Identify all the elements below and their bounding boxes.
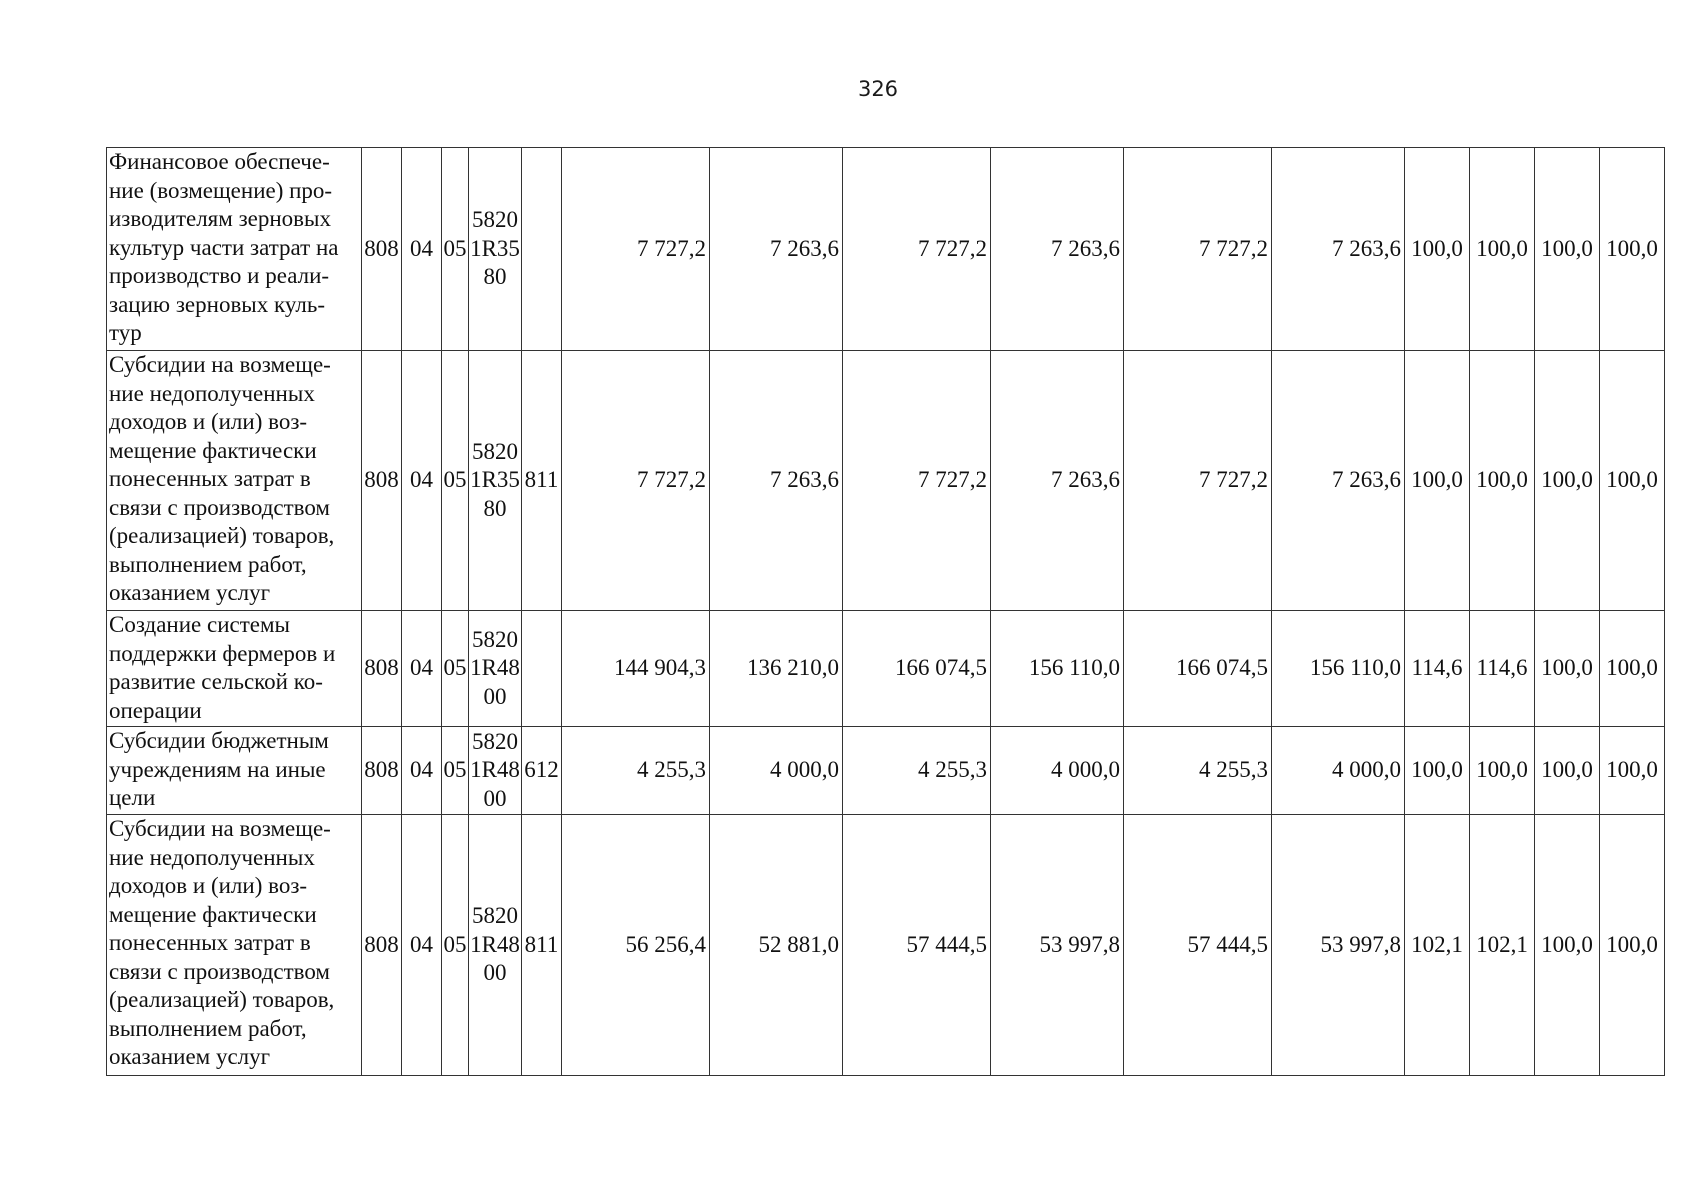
vr-cell: 811 xyxy=(522,815,562,1076)
amount-cell-5: 7 727,2 xyxy=(1124,148,1272,351)
percent-cell-1: 102,1 xyxy=(1405,815,1470,1076)
rz-cell: 04 xyxy=(402,815,442,1076)
csr-cell: 5820 1R48 00 xyxy=(469,611,522,727)
amount-cell-6: 156 110,0 xyxy=(1272,611,1405,727)
budget-table xyxy=(106,147,1665,1076)
amount-cell-3: 7 727,2 xyxy=(843,148,991,351)
pr-cell: 05 xyxy=(442,351,469,611)
row-name-cell: Субсидии бюджетным учреждениям на иные цели xyxy=(107,727,362,815)
amount-cell-2: 136 210,0 xyxy=(710,611,843,727)
pr-cell: 05 xyxy=(442,727,469,815)
row-name-cell: Финансовое обеспече- ние (возмещение) про- изводителям зерновых культур части затрат на производство и реали- зацию зерновых куль- тур xyxy=(107,148,362,351)
amount-cell-5: 7 727,2 xyxy=(1124,351,1272,611)
percent-cell-3: 100,0 xyxy=(1535,351,1600,611)
amount-cell-1: 4 255,3 xyxy=(562,727,710,815)
percent-cell-4: 100,0 xyxy=(1600,727,1665,815)
pr-cell: 05 xyxy=(442,815,469,1076)
amount-cell-3: 57 444,5 xyxy=(843,815,991,1076)
percent-cell-2: 114,6 xyxy=(1470,611,1535,727)
percent-cell-4: 100,0 xyxy=(1600,611,1665,727)
amount-cell-1: 7 727,2 xyxy=(562,351,710,611)
amount-cell-1: 7 727,2 xyxy=(562,148,710,351)
amount-cell-6: 4 000,0 xyxy=(1272,727,1405,815)
percent-cell-1: 100,0 xyxy=(1405,727,1470,815)
vr-cell: 612 xyxy=(522,727,562,815)
amount-cell-2: 52 881,0 xyxy=(710,815,843,1076)
rz-cell: 04 xyxy=(402,148,442,351)
amount-cell-5: 57 444,5 xyxy=(1124,815,1272,1076)
table-row xyxy=(107,815,1665,1076)
percent-cell-1: 114,6 xyxy=(1405,611,1470,727)
table-row xyxy=(107,727,1665,815)
amount-cell-2: 4 000,0 xyxy=(710,727,843,815)
percent-cell-3: 100,0 xyxy=(1535,815,1600,1076)
percent-cell-2: 100,0 xyxy=(1470,351,1535,611)
amount-cell-1: 144 904,3 xyxy=(562,611,710,727)
amount-cell-5: 4 255,3 xyxy=(1124,727,1272,815)
percent-cell-4: 100,0 xyxy=(1600,351,1665,611)
grbs-cell: 808 xyxy=(362,815,402,1076)
percent-cell-3: 100,0 xyxy=(1535,611,1600,727)
grbs-cell: 808 xyxy=(362,148,402,351)
percent-cell-2: 100,0 xyxy=(1470,148,1535,351)
rz-cell: 04 xyxy=(402,351,442,611)
pr-cell: 05 xyxy=(442,148,469,351)
percent-cell-4: 100,0 xyxy=(1600,815,1665,1076)
percent-cell-3: 100,0 xyxy=(1535,148,1600,351)
row-name-cell: Субсидии на возмеще- ние недополученных доходов и (или) воз- мещение фактически понесенных затрат в связи с производством (реализацией) товаров, выполнением работ, оказанием услуг xyxy=(107,815,362,1076)
amount-cell-5: 166 074,5 xyxy=(1124,611,1272,727)
amount-cell-3: 7 727,2 xyxy=(843,351,991,611)
csr-cell: 5820 1R48 00 xyxy=(469,815,522,1076)
amount-cell-2: 7 263,6 xyxy=(710,148,843,351)
amount-cell-6: 53 997,8 xyxy=(1272,815,1405,1076)
amount-cell-1: 56 256,4 xyxy=(562,815,710,1076)
rz-cell: 04 xyxy=(402,727,442,815)
table-row xyxy=(107,351,1665,611)
vr-cell: 811 xyxy=(522,351,562,611)
csr-cell: 5820 1R35 80 xyxy=(469,148,522,351)
rz-cell: 04 xyxy=(402,611,442,727)
amount-cell-4: 7 263,6 xyxy=(991,148,1124,351)
amount-cell-6: 7 263,6 xyxy=(1272,351,1405,611)
percent-cell-4: 100,0 xyxy=(1600,148,1665,351)
csr-cell: 5820 1R35 80 xyxy=(469,351,522,611)
amount-cell-4: 53 997,8 xyxy=(991,815,1124,1076)
table-row xyxy=(107,148,1665,351)
row-name-cell: Создание системы поддержки фермеров и развитие сельской ко- операции xyxy=(107,611,362,727)
amount-cell-3: 4 255,3 xyxy=(843,727,991,815)
percent-cell-2: 102,1 xyxy=(1470,815,1535,1076)
amount-cell-4: 4 000,0 xyxy=(991,727,1124,815)
percent-cell-1: 100,0 xyxy=(1405,148,1470,351)
amount-cell-4: 156 110,0 xyxy=(991,611,1124,727)
csr-cell: 5820 1R48 00 xyxy=(469,727,522,815)
percent-cell-2: 100,0 xyxy=(1470,727,1535,815)
grbs-cell: 808 xyxy=(362,611,402,727)
amount-cell-3: 166 074,5 xyxy=(843,611,991,727)
vr-cell xyxy=(522,611,562,727)
percent-cell-3: 100,0 xyxy=(1535,727,1600,815)
row-name-cell: Субсидии на возмеще- ние недополученных доходов и (или) воз- мещение фактически понесенных затрат в связи с производством (реализацией) товаров, выполнением работ, оказанием услуг xyxy=(107,351,362,611)
page-number: 326 xyxy=(857,77,899,101)
amount-cell-2: 7 263,6 xyxy=(710,351,843,611)
pr-cell: 05 xyxy=(442,611,469,727)
amount-cell-6: 7 263,6 xyxy=(1272,148,1405,351)
vr-cell xyxy=(522,148,562,351)
table-row xyxy=(107,611,1665,727)
grbs-cell: 808 xyxy=(362,727,402,815)
grbs-cell: 808 xyxy=(362,351,402,611)
amount-cell-4: 7 263,6 xyxy=(991,351,1124,611)
percent-cell-1: 100,0 xyxy=(1405,351,1470,611)
